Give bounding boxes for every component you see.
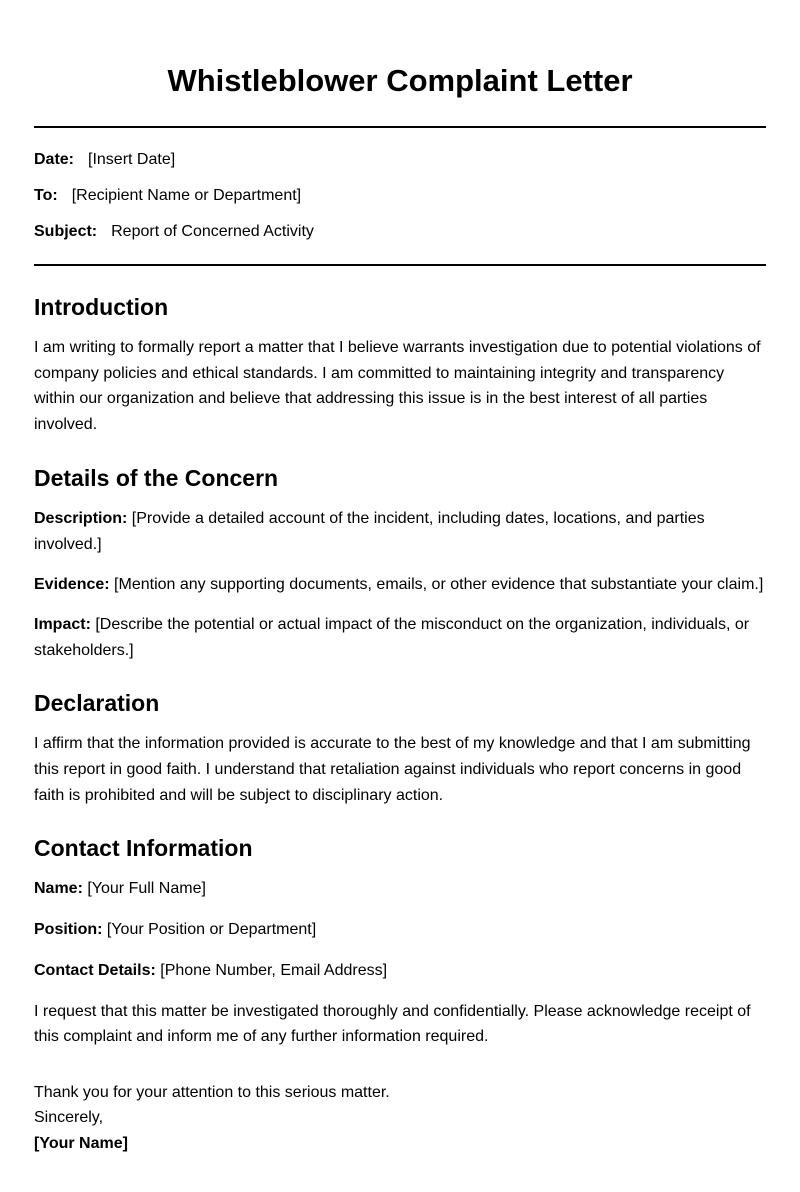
declaration-text: I affirm that the information provided is accurate to the best of my knowledge and that I am submitting this report in good faith. I understand that retaliation against individuals who report concerns in good faith is prohibited and will be subject to disciplinary action. bbox=[34, 735, 751, 804]
description-paragraph bbox=[34, 506, 766, 557]
introduction-heading: Introduction bbox=[34, 294, 169, 320]
evidence-label: Evidence: bbox=[34, 576, 110, 594]
position-value: [Your Position or Department] bbox=[106, 921, 317, 939]
to-row bbox=[34, 186, 766, 205]
declaration-heading: Declaration bbox=[34, 690, 160, 717]
description-text: [Provide a detailed account of the incident, including dates, locations, and parties involved.] bbox=[34, 509, 705, 553]
to-label: To: bbox=[34, 187, 58, 204]
impact-text: [Describe the potential or actual impact of the misconduct on the organization, individuals, or stakeholders.] bbox=[34, 615, 750, 659]
subject-label: Subject: bbox=[34, 223, 98, 240]
signature: [Your Name] bbox=[34, 1134, 128, 1152]
description-label: Description: bbox=[34, 509, 128, 527]
letter-meta bbox=[34, 128, 766, 241]
introduction-text: I am writing to formally report a matter that I believe warrants investigation due to potential violations of company policies and ethical standards. I am committed to maintaining integrity and transparency within our organization and believe that addressing this issue is in the best interest of all parties involved. bbox=[34, 339, 761, 434]
name-label: Name: bbox=[34, 880, 83, 898]
contact-position-paragraph bbox=[34, 917, 766, 943]
thanks-line: Thank you for your attention to this serious matter. bbox=[34, 1083, 390, 1101]
contact-heading: Contact Information bbox=[34, 835, 253, 862]
position-label: Position: bbox=[34, 921, 103, 939]
sign-off: Sincerely, bbox=[34, 1109, 104, 1127]
evidence-text: [Mention any supporting documents, emails, or other evidence that substantiate your claim.] bbox=[114, 576, 764, 594]
to-value: [Recipient Name or Department] bbox=[71, 187, 302, 204]
details-heading: Details of the Concern bbox=[34, 464, 279, 491]
subject-value: Report of Concerned Activity bbox=[111, 223, 314, 240]
name-value: [Your Full Name] bbox=[87, 880, 206, 898]
date-value: [Insert Date] bbox=[88, 151, 176, 168]
document-title: Whistleblower Complaint Letter bbox=[167, 63, 633, 98]
contact-details-paragraph bbox=[34, 958, 766, 984]
impact-paragraph bbox=[34, 612, 766, 663]
date-label: Date: bbox=[34, 151, 75, 168]
contact-details-label: Contact Details: bbox=[34, 961, 156, 979]
date-row bbox=[34, 150, 766, 169]
subject-row bbox=[34, 222, 766, 241]
evidence-paragraph bbox=[34, 572, 766, 598]
contact-details-value: [Phone Number, Email Address] bbox=[160, 961, 388, 979]
contact-name-paragraph bbox=[34, 876, 766, 902]
request-text: I request that this matter be investigated thoroughly and confidentially. Please acknowledge receipt of this complaint and inform me of any further information required. bbox=[34, 1002, 751, 1046]
impact-label: Impact: bbox=[34, 615, 91, 633]
letter-closing bbox=[34, 1080, 766, 1157]
meta-divider bbox=[34, 264, 766, 266]
